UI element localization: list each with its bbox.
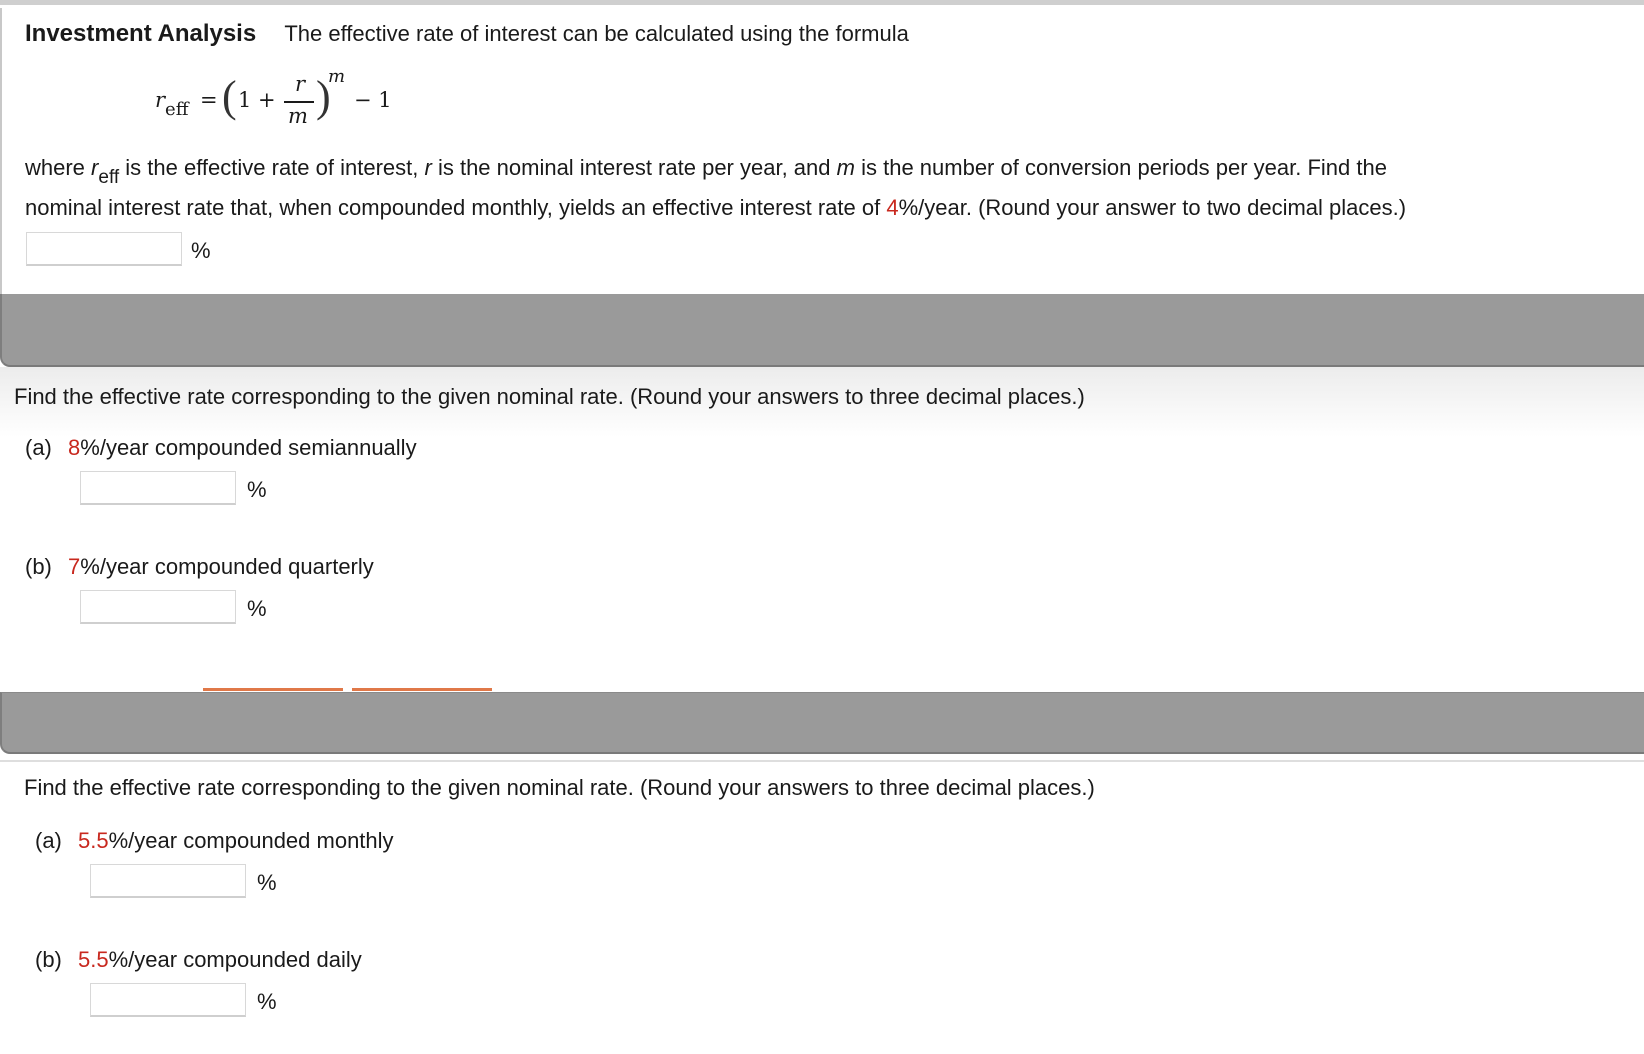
problem-3-part-a: (a) 5.5%/year compounded monthly — [35, 828, 394, 853]
problem-1-answer-input[interactable] — [26, 232, 182, 266]
problem-intro: The effective rate of interest can be calculated using the formula — [284, 21, 909, 46]
section-separator — [0, 294, 1644, 367]
highlight-value: 4 — [886, 195, 899, 220]
problem-3-part-a-input[interactable] — [90, 864, 246, 898]
percent-unit: % — [257, 870, 277, 895]
section-divider — [0, 760, 1644, 762]
formula-r-eff: reff — [155, 88, 189, 120]
formula-equals: = — [200, 88, 218, 112]
where-line: where reff is the effective rate of interest, r is the nominal interest rate per year, and m is the number of conversion periods per year. Find the — [25, 155, 1387, 188]
problem-3-instruction: Find the effective rate corresponding to the given nominal rate. (Round your answers to three decimal places.) — [24, 775, 1095, 800]
percent-unit: % — [191, 238, 211, 263]
problem-2-part-a-input[interactable] — [80, 471, 236, 505]
percent-unit: % — [247, 596, 267, 621]
problem-3-part-b: (b) 5.5%/year compounded daily — [35, 947, 362, 972]
formula-one-plus: 1 + — [238, 88, 276, 112]
problem-2-instruction: Find the effective rate corresponding to the given nominal rate. (Round your answers to three decimal places.) — [14, 384, 1085, 409]
problem-2-part-b: (b) 7%/year compounded quarterly — [25, 554, 374, 579]
effective-rate-formula — [150, 68, 410, 128]
problem-1-card — [0, 8, 1644, 294]
problem-2-part-a: (a) 8%/year compounded semiannually — [25, 435, 417, 460]
formula-fraction-bar — [284, 101, 314, 103]
percent-unit: % — [247, 477, 267, 502]
formula-minus-one: − 1 — [354, 88, 392, 112]
top-divider — [0, 0, 1644, 5]
problem-2-part-b-input[interactable] — [80, 590, 236, 624]
problem-3-part-b-input[interactable] — [90, 983, 246, 1017]
formula-exponent: m — [328, 66, 346, 87]
formula-left-paren: ( — [222, 72, 237, 121]
problem-1-header — [25, 21, 909, 47]
highlight-mark — [352, 688, 492, 691]
formula-right-paren: ) — [316, 72, 331, 121]
section-separator — [0, 692, 1644, 754]
problem-title: Investment Analysis — [25, 20, 257, 47]
formula-denominator: m — [288, 104, 308, 128]
problem-2-section — [0, 367, 1644, 692]
percent-unit: % — [257, 989, 277, 1014]
problem-1-question: nominal interest rate that, when compounded monthly, yields an effective interest rate of 4%/year. (Round your answer to two decimal places.) — [25, 195, 1407, 220]
highlight-mark — [203, 688, 343, 691]
formula-numerator: r — [295, 72, 306, 96]
